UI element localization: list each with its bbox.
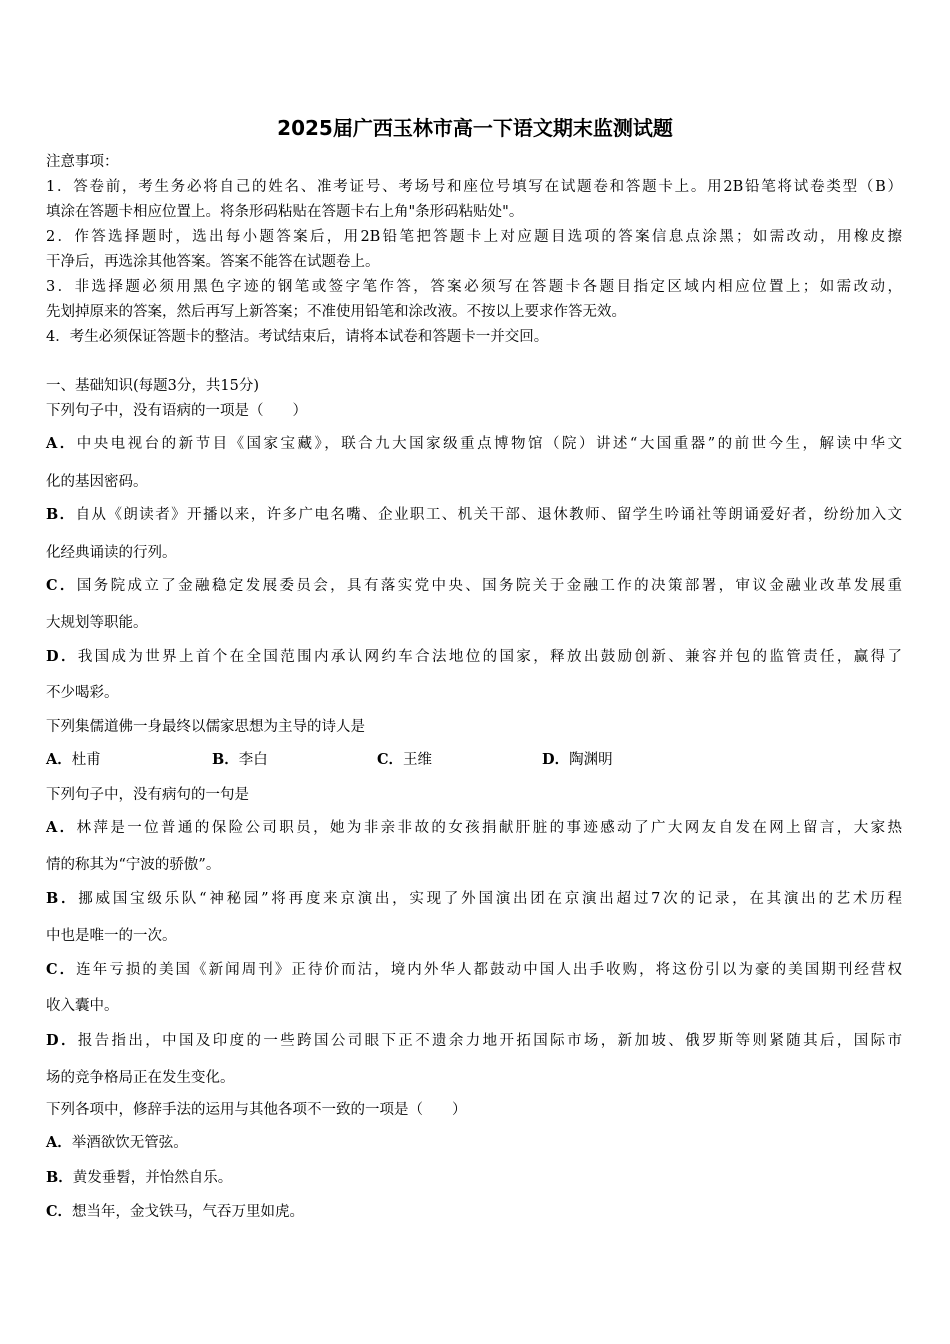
question-stem: 下列句子中，没有病句的一句是 [46,787,249,803]
option-line-cont: 化的基因密码。 [46,474,148,490]
notice-line: 4．考生必须保证答题卡的整洁。考试结束后，请将本试卷和答题卡一并交回。 [46,329,549,345]
option-text: 陶渊明 [569,752,613,768]
option-text: 黄发垂髫，并怡然自乐。 [72,1170,233,1186]
option-label: B． [46,1169,73,1186]
section-heading: 一、基础知识(每题3分，共15分) [46,378,259,394]
option-text: 举酒欲饮无管弦。 [71,1135,188,1151]
option-line-cont: 收入囊中。 [46,998,119,1014]
option-label: C． [46,577,77,594]
option-label: A． [46,435,77,452]
option-text: 自从《朗读者》开播以来，许多广电名嘴、企业职工、机关干部、退休教师、留学生吟诵社等朗诵爱好者，纷纷加入文 [75,507,902,523]
option-line [46,1202,304,1222]
option-text: 挪威国宝级乐队“神秘园”将再度来京演出，实现了外国演出团在京演出超过7次的记录，在其演出的艺术历程 [78,891,903,907]
option-line-cont: 中也是唯一的一次。 [46,928,177,944]
option-line [46,505,902,525]
page-title: 2025届广西玉林市高一下语文期末监测试题 [277,116,673,140]
option-text: 林萍是一位普通的保险公司职员，她为非亲非故的女孩捐献肝脏的事迹感动了广大网友自发在网上留言，大家热 [76,820,902,836]
choice-c [377,750,432,770]
question-stem: 下列集儒道佛一身最终以儒家思想为主导的诗人是 [46,719,365,735]
option-text: 报告指出，中国及印度的一些跨国公司眼下正不遗余力地开拓国际市场，新加坡、俄罗斯等则紧随其后，国际市 [77,1033,902,1049]
option-label: A． [46,751,72,768]
option-text: 王维 [403,752,433,768]
option-text: 想当年，金戈铁马，气吞万里如虎。 [72,1204,305,1220]
option-label: C． [46,961,77,978]
option-label: C． [46,1203,73,1220]
option-line-cont: 大规划等职能。 [46,615,148,631]
option-text: 我国成为世界上首个在全国范围内承认网约车合法地位的国家，释放出鼓励创新、兼容并包的监管责任，赢得了 [77,649,902,665]
option-label: B． [46,506,76,523]
option-label: B． [46,890,79,907]
option-text: 国务院成立了金融稳定发展委员会，具有落实党中央、国务院关于金融工作的决策部署，审议金融业改革发展重 [76,578,902,594]
option-line-cont: 不少喝彩。 [46,685,119,701]
option-line [46,818,902,838]
option-line [46,960,902,980]
option-label: D． [46,648,78,665]
question-stem: 下列句子中，没有语病的一项是（ ） [46,403,307,419]
option-label: A． [46,819,77,836]
option-label: C． [377,751,404,768]
choice-a [46,750,101,770]
option-label: D． [542,751,570,768]
option-line-cont: 情的称其为“宁波的骄傲”。 [46,857,221,873]
option-line [46,889,902,909]
choice-d [542,750,613,770]
notice-line: 2．作答选择题时，选出每小题答案后，用2B铅笔把答题卡上对应题目选项的答案信息点涂黑；如需改动，用橡皮擦 [46,229,902,245]
choice-b [212,750,268,770]
option-text: 中央电视台的新节目《国家宝藏》，联合九大国家级重点博物馆（院）讲述“大国重器”的前世今生，解读中华文 [76,436,902,452]
question-stem: 下列各项中，修辞手法的运用与其他各项不一致的一项是（ ） [46,1102,467,1118]
option-line [46,1168,232,1188]
option-label: B． [212,751,239,768]
option-line [46,434,902,454]
option-text: 杜甫 [71,752,101,768]
option-label: D． [46,1032,78,1049]
notice-heading: 注意事项： [46,154,119,170]
notice-line: 干净后，再选涂其他答案。答案不能答在试题卷上。 [46,254,380,270]
option-line [46,1133,188,1153]
notice-line: 1．答卷前，考生务必将自己的姓名、准考证号、考场号和座位号填写在试题卷和答题卡上。用2B铅笔将试卷类型（B） [46,179,902,195]
notice-line: 先划掉原来的答案，然后再写上新答案；不准使用铅笔和涂改液。不按以上要求作答无效。 [46,304,626,320]
option-label: A． [46,1134,72,1151]
option-text: 连年亏损的美国《新闻周刊》正待价而沽，境内外华人都鼓动中国人出手收购，将这份引以为豪的美国期刊经营权 [76,962,902,978]
option-line [46,1031,902,1051]
option-line-cont: 化经典诵读的行列。 [46,545,177,561]
notice-line: 3．非选择题必须用黑色字迹的钢笔或签字笔作答，答案必须写在答题卡各题目指定区域内相应位置上；如需改动， [46,279,902,295]
option-line [46,576,902,596]
notice-line: 填涂在答题卡相应位置上。将条形码粘贴在答题卡右上角"条形码粘贴处"。 [46,204,524,220]
option-line [46,647,902,667]
option-line-cont: 场的竞争格局正在发生变化。 [46,1070,235,1086]
option-text: 李白 [238,752,268,768]
